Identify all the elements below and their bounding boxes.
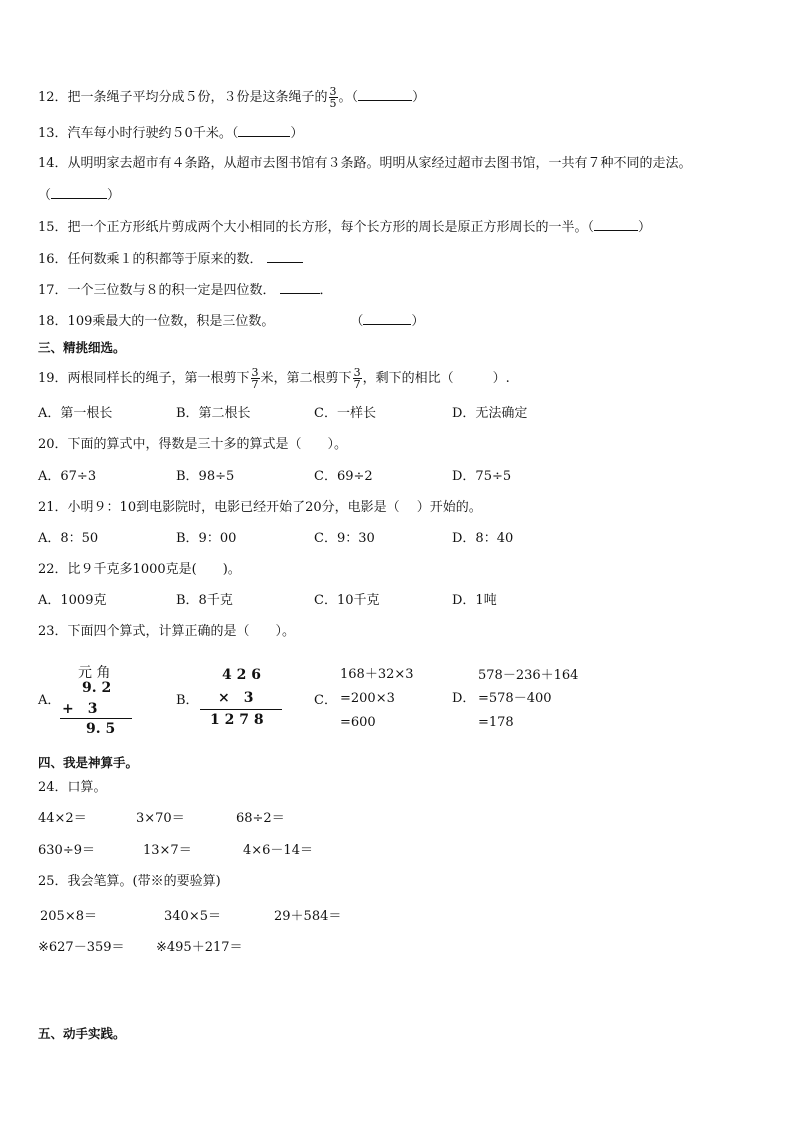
question-16: 16．任何数乘１的积都等于原来的数．: [38, 250, 303, 269]
section-4-heading: 四、我是神算手。: [38, 755, 139, 770]
product-line: [200, 709, 282, 710]
question-13: 13．汽车每小时行驶约５0千米。（ ）: [38, 126, 304, 141]
question-12: 12．把一条绳子平均分成５份，３份是这条绳子的 $\frac{3}{5}$ 。（ ）: [38, 85, 426, 110]
answer-blank[interactable]: [280, 281, 320, 294]
question-21: 21．小明９：10到电影院时，电影已经开始了20分，电影是（ ）开始的。: [38, 500, 482, 515]
option-b[interactable]: B．9：00: [176, 531, 237, 546]
answer-blank[interactable]: [594, 218, 638, 231]
answer-blank[interactable]: [363, 312, 411, 325]
written-calc-item: 205×8＝: [40, 909, 97, 924]
option-d[interactable]: D．8：40: [452, 531, 514, 546]
written-calc-item: ※495＋217＝: [156, 940, 243, 955]
option-d[interactable]: D．75÷5: [452, 469, 512, 484]
option-d-line-1: 578－236＋164: [478, 668, 579, 683]
mental-calc-item: 44×2＝: [38, 811, 87, 826]
section-3-heading: 三、精挑细选。: [38, 340, 126, 355]
section-5-heading: 五、动手实践。: [38, 1026, 126, 1041]
option-b[interactable]: B．8千克: [176, 593, 233, 608]
question-14: 14．从明明家去超市有４条路，从超市去图书馆有３条路。明明从家经过超市去图书馆，一共有７种不同的走法。: [38, 156, 692, 171]
mental-calc-item: 13×7＝: [143, 843, 192, 858]
q12-text: 12．把一条绳子平均分成５份，３份是这条绳子的: [38, 90, 328, 105]
option-a-label[interactable]: A．: [38, 693, 61, 708]
option-b-label[interactable]: B．: [176, 693, 199, 708]
written-calc-item: ※627－359＝: [38, 940, 125, 955]
option-b[interactable]: B．98÷5: [176, 469, 235, 484]
fraction-3-5: $\frac{3}{5}$: [329, 85, 337, 110]
mental-calc-item: 68÷2＝: [236, 811, 285, 826]
option-a[interactable]: A．67÷3: [38, 469, 97, 484]
option-c[interactable]: C．9：30: [314, 531, 375, 546]
option-a[interactable]: A．第一根长: [38, 406, 113, 421]
option-c[interactable]: C．69÷2: [314, 469, 373, 484]
sum-line: [60, 718, 132, 719]
question-14-answer: （ ）: [38, 188, 121, 203]
option-d-line-3: =178: [478, 715, 514, 730]
answer-blank[interactable]: [51, 186, 107, 199]
question-18: 18．109乘最大的一位数，积是三位数。 （ ）: [38, 314, 425, 329]
question-15: 15．把一个正方形纸片剪成两个大小相同的长方形，每个长方形的周长是原正方形周长的一半。（ ）: [38, 220, 652, 235]
option-c[interactable]: C．一样长: [314, 406, 376, 421]
option-a[interactable]: A．8：50: [38, 531, 99, 546]
option-b-vertical-calc: 4 2 6 × 3 1 2 7 8: [198, 667, 288, 737]
mental-calc-item: 630÷9＝: [38, 843, 95, 858]
option-c-label[interactable]: C．: [314, 693, 337, 708]
option-d[interactable]: D．1吨: [452, 593, 497, 608]
option-d[interactable]: D．无法确定: [452, 406, 528, 421]
answer-blank[interactable]: [267, 250, 303, 263]
mental-calc-item: 4×6－14＝: [243, 843, 313, 858]
question-24: 24．口算。: [38, 780, 107, 795]
fraction-3-7: $\frac{3}{7}$: [353, 366, 361, 391]
answer-blank[interactable]: [358, 88, 412, 101]
option-c-line-3: =600: [340, 715, 376, 730]
option-d-line-2: =578－400: [478, 691, 552, 706]
option-c-line-1: 168＋32×3: [340, 667, 414, 682]
written-calc-item: 29＋584＝: [274, 909, 342, 924]
question-23: 23．下面四个算式，计算正确的是（ ）。: [38, 624, 296, 639]
option-d-label[interactable]: D．: [452, 691, 476, 706]
question-22: 22．比９千克多1000克是( )。: [38, 562, 241, 577]
question-25: 25．我会笔算。(带※的要验算): [38, 874, 221, 889]
question-19: 19．两根同样长的绳子，第一根剪下 $\frac{3}{7}$ 米，第二根剪下 $\frac{3}{7}$ ，剩下的相比（ ）.: [38, 366, 510, 391]
question-20: 20．下面的算式中，得数是三十多的算式是（ ）。: [38, 437, 348, 452]
option-a[interactable]: A．1009克: [38, 593, 107, 608]
written-calc-item: 340×5＝: [164, 909, 221, 924]
fraction-3-7: $\frac{3}{7}$: [251, 366, 259, 391]
option-c[interactable]: C．10千克: [314, 593, 380, 608]
answer-blank[interactable]: [238, 124, 290, 137]
mental-calc-item: 3×70＝: [136, 811, 185, 826]
question-17: 17．一个三位数与８的积一定是四位数． ．: [38, 283, 333, 298]
option-c-line-2: =200×3: [340, 691, 395, 706]
option-a-vertical-calc: 元 角 9. 2 + 3 9. 5: [60, 662, 140, 742]
option-b[interactable]: B．第二根长: [176, 406, 251, 421]
